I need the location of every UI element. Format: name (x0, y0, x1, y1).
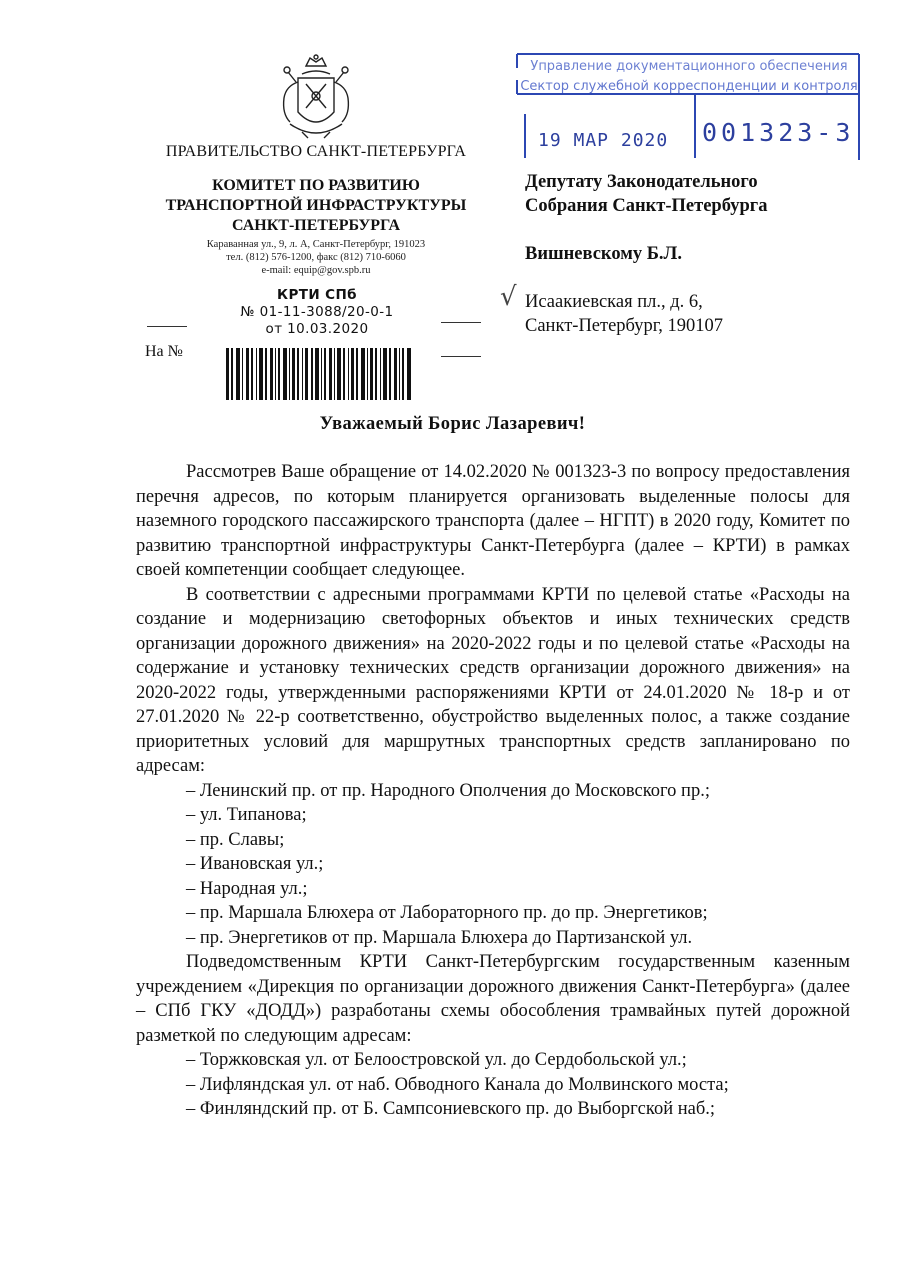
committee-line: САНКТ-ПЕТЕРБУРГА (231, 217, 401, 234)
greeting: Уважаемый Борис Лазаревич! (319, 414, 586, 434)
divider (147, 326, 187, 327)
list-item: – Финляндский пр. от Б. Сампсониевского пр. до Выборгской наб.; (186, 1099, 716, 1119)
government-title: ПРАВИТЕЛЬСТВО САНКТ-ПЕТЕРБУРГА (165, 143, 467, 160)
registration-number: № 01-11-3088/20-0-1 (240, 304, 394, 320)
barcode-icon (226, 348, 412, 400)
committee-name (140, 176, 492, 236)
reply-to-label: На № (145, 343, 183, 360)
addressee-name: Вишневскому Б.Л. (525, 244, 682, 264)
address-city: Санкт-Петербург, 190107 (525, 316, 724, 336)
checkmark-icon: √ (500, 282, 517, 312)
list-item: – Торжковская ул. от Белоостровской ул. до Сердобольской ул.; (186, 1050, 687, 1070)
stamp-sector: Сектор служебной корреспонденции и контроля (520, 79, 858, 94)
addressee-address (525, 290, 723, 338)
committee-line: КОМИТЕТ ПО РАЗВИТИЮ (212, 177, 420, 194)
list-item: – Народная ул.; (186, 878, 308, 899)
divider (441, 322, 481, 323)
addressee-line: Депутату Законодательного (525, 172, 758, 192)
list-item: – ул. Типанова; (186, 805, 307, 825)
paragraph: В соответствии с адресными программами КРТИ по целевой статье «Расходы на создание и модернизацию светофорных объектов и иных технических средств организации дорожного движения» на 2020-2022 годы и по целевой статье «Расходы на содержание и установку технических средств организации дорожного движения» на 2020-2022 годы, утвержденными распоряжениями КРТИ от 24.01.2020 № 18-р и от 27.01.2020 № 22-р соответственно, обустройство выделенных полос, а также создание приоритетных условий для маршрутных транспортных средств запланировано по адресам: (136, 584, 850, 776)
phone-fax: тел. (812) 576-1200, факс (812) 710-6060 (226, 252, 406, 263)
list-item: – Ивановская ул.; (186, 854, 324, 874)
divider (441, 356, 481, 357)
list-item: – пр. Энергетиков от пр. Маршала Блюхера до Партизанской ул. (186, 927, 693, 948)
stamp-date: 19 MAP 2020 (538, 130, 669, 151)
stamp-department: Управление документационного обеспечения (530, 59, 848, 74)
committee-line: ТРАНСПОРТНОЙ ИНФРАСТРУКТУРЫ (165, 197, 467, 214)
coat-of-arms-icon (268, 52, 364, 148)
contacts-block (160, 238, 472, 277)
registration-date: от 10.03.2020 (265, 321, 369, 337)
list-item: – Лифляндская ул. от наб. Обводного Канала до Молвинского моста; (186, 1074, 729, 1095)
email: e-mail: equip@gov.spb.ru (261, 265, 371, 276)
address-street: Исаакиевская пл., д. 6, (525, 292, 703, 312)
registration-org: КРТИ СПб (277, 287, 357, 303)
registration-block (222, 287, 412, 338)
list-item: – пр. Славы; (186, 829, 285, 850)
paragraph: Подведомственным КРТИ Санкт-Петербургским государственным казенным учреждением «Дирекция по организации дорожного движения Санкт-Петербурга» (далее – СПб ГКУ «ДОДД») разработаны схемы обособления трамвайных путей дорожной разметкой по следующим адресам: (136, 952, 850, 1046)
addressee-title (525, 170, 767, 218)
paragraph: Рассмотрев Ваше обращение от 14.02.2020 № 001323-3 по вопросу предоставления перечня адресов, по которым планируется организовать выделенные полосы для наземного городского пассажирского транспорта (далее – НГПТ) в 2020 году, Комитет по развитию транспортной инфраструктуры Санкт-Петербурга (далее – КРТИ) в рамках своей компетенции сообщает следующее. (136, 462, 850, 580)
office-address: Караванная ул., 9, л. А, Санкт-Петербург, 191023 (206, 239, 426, 250)
list-item: – Ленинский пр. от пр. Народного Ополчения до Московского пр.; (186, 780, 710, 801)
addressee-line: Собрания Санкт-Петербурга (525, 196, 768, 216)
letter-body (136, 460, 850, 1122)
stamp-number: 001323-3 (702, 118, 855, 147)
list-item: – пр. Маршала Блюхера от Лабораторного пр. до пр. Энергетиков; (186, 903, 708, 923)
